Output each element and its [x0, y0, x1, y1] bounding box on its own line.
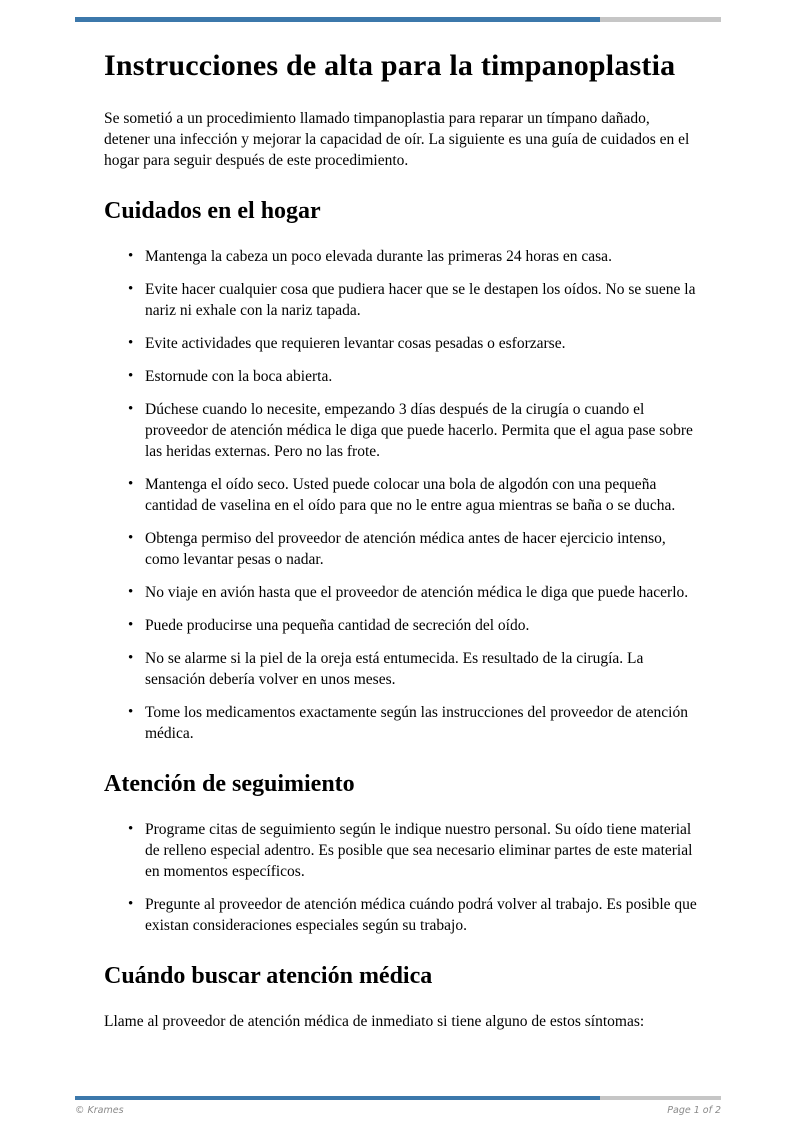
page-number-text: Page 1 of 2	[667, 1105, 721, 1116]
bullet-icon: •	[128, 335, 134, 351]
bullet-icon: •	[128, 401, 134, 417]
list-item	[128, 702, 698, 744]
bullet-icon: •	[128, 704, 134, 720]
list-item-text: No se alarme si la piel de la oreja está entumecida. Es resultado de la cirugía. La sensación debería volver en unos meses.	[145, 650, 644, 688]
bullet-icon: •	[128, 896, 134, 912]
list-item	[128, 399, 698, 462]
bullet-icon: •	[128, 617, 134, 633]
home-care-bullet-list	[104, 246, 698, 744]
list-item	[128, 366, 698, 387]
accent-rule-blue-segment	[75, 1096, 600, 1100]
list-item	[128, 819, 698, 882]
intro-paragraph: Se sometió a un procedimiento llamado timpanoplastia para reparar un tímpano dañado, detener una infección y mejorar la capacidad de oír. La siguiente es una guía de cuidados en el hogar para seguir después de este procedimiento.	[104, 110, 690, 169]
list-item	[128, 279, 698, 321]
top-accent-rule	[75, 17, 721, 22]
accent-rule-blue-segment	[75, 17, 600, 22]
list-item	[128, 528, 698, 570]
list-item	[128, 648, 698, 690]
page-footer	[75, 1096, 721, 1116]
accent-rule-gray-segment	[600, 1096, 721, 1100]
follow-up-bullet-list	[104, 819, 698, 936]
bullet-icon: •	[128, 584, 134, 600]
list-item-text: Estornude con la boca abierta.	[145, 368, 333, 385]
document-body	[104, 48, 698, 1032]
list-item-text: Pregunte al proveedor de atención médica cuándo podrá volver al trabajo. Es posible que existan consideraciones especiales según su trabajo.	[145, 896, 697, 934]
list-item	[128, 246, 698, 267]
list-item	[128, 333, 698, 354]
list-item	[128, 474, 698, 516]
bullet-icon: •	[128, 368, 134, 384]
list-item-text: Evite hacer cualquier cosa que pudiera hacer que se le destapen los oídos. No se suene la nariz ni exhale con la nariz tapada.	[145, 281, 696, 319]
bullet-icon: •	[128, 650, 134, 666]
accent-rule-gray-segment	[600, 17, 721, 22]
copyright-text: © Krames	[75, 1105, 124, 1116]
list-item-text: Dúchese cuando lo necesite, empezando 3 días después de la cirugía o cuando el proveedor de atención médica le diga que puede hacerlo. Permita que el agua pase sobre las heridas externas. Pero no las frote.	[145, 401, 693, 460]
list-item-text: Evite actividades que requieren levantar cosas pesadas o esforzarse.	[145, 335, 566, 352]
list-item	[128, 894, 698, 936]
bullet-icon: •	[128, 821, 134, 837]
list-item-text: Programe citas de seguimiento según le indique nuestro personal. Su oído tiene material de relleno especial adentro. Es posible que sea necesario eliminar partes de este material en momentos específicos.	[145, 821, 693, 880]
bullet-icon: •	[128, 281, 134, 297]
section-heading-cuidados: Cuidados en el hogar	[104, 198, 321, 224]
list-item-text: Puede producirse una pequeña cantidad de secreción del oído.	[145, 617, 530, 634]
when-to-call-paragraph: Llame al proveedor de atención médica de inmediato si tiene alguno de estos síntomas:	[104, 1013, 645, 1030]
page-title: Instrucciones de alta para la timpanoplastia	[104, 49, 676, 82]
list-item-text: Tome los medicamentos exactamente según las instrucciones del proveedor de atención médica.	[145, 704, 688, 742]
footer-accent-rule	[75, 1096, 721, 1100]
bullet-icon: •	[128, 530, 134, 546]
list-item	[128, 582, 698, 603]
section-heading-cuando-buscar: Cuándo buscar atención médica	[104, 963, 433, 989]
footer-text-row	[75, 1105, 721, 1116]
list-item-text: Obtenga permiso del proveedor de atención médica antes de hacer ejercicio intenso, como levantar pesas o nadar.	[145, 530, 666, 568]
list-item-text: No viaje en avión hasta que el proveedor de atención médica le diga que puede hacerlo.	[145, 584, 689, 601]
list-item	[128, 615, 698, 636]
bullet-icon: •	[128, 248, 134, 264]
section-heading-seguimiento: Atención de seguimiento	[104, 771, 355, 797]
bullet-icon: •	[128, 476, 134, 492]
list-item-text: Mantenga el oído seco. Usted puede colocar una bola de algodón con una pequeña cantidad de vaselina en el oído para que no le entre agua mientras se baña o se ducha.	[145, 476, 676, 514]
list-item-text: Mantenga la cabeza un poco elevada durante las primeras 24 horas en casa.	[145, 248, 612, 265]
